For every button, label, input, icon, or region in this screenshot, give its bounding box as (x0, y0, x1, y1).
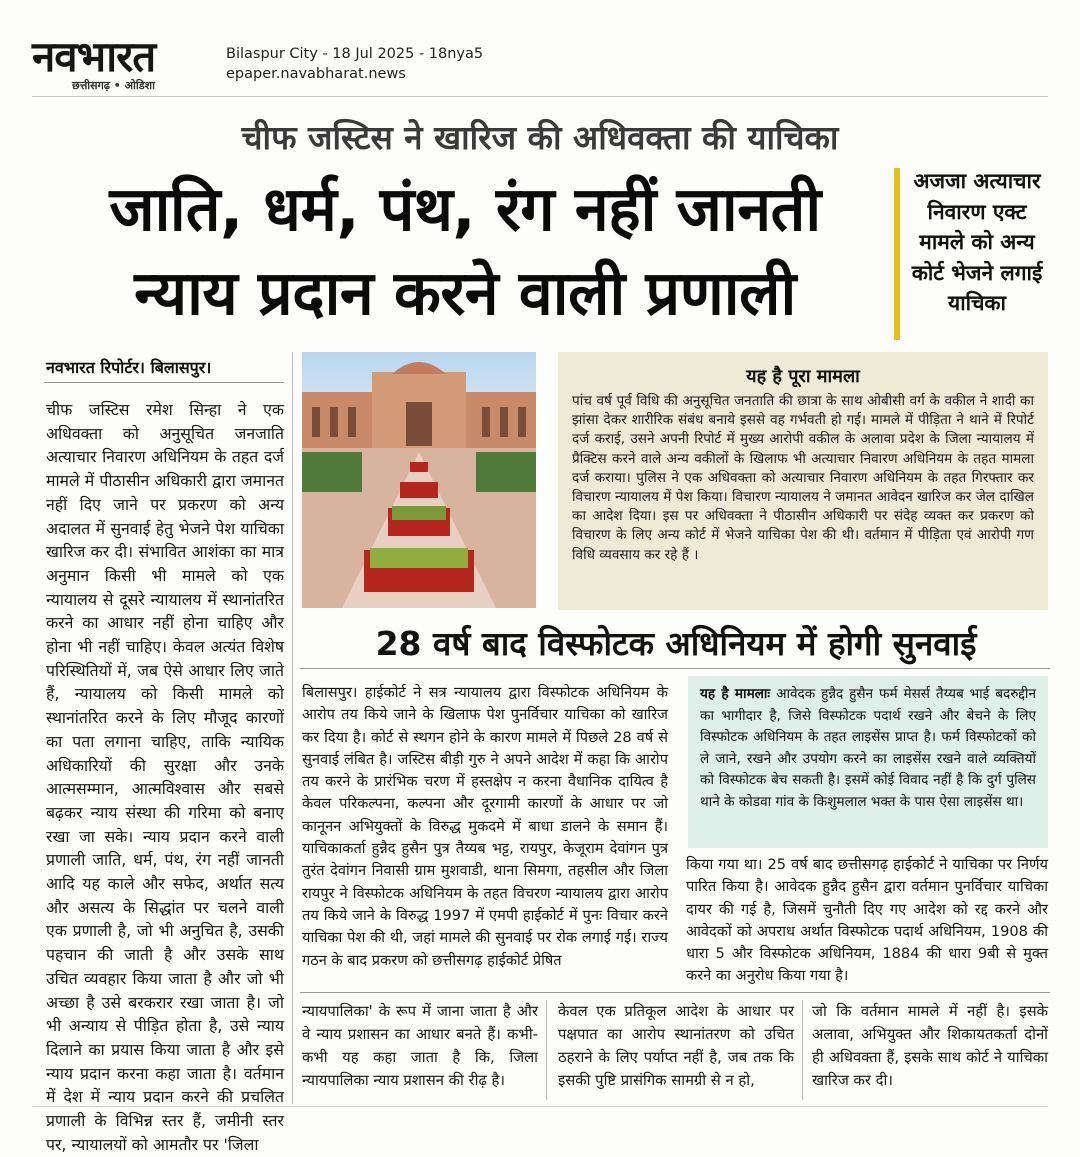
story1-column-3: केवल एक प्रतिकूल आदेश के आधार पर पक्षपात का आरोप स्थानांतरण को उचित ठहराने के लिए पर्याप्त नहीं है, जब तक कि इसकी पुष्टि प्रासंगिक सामग्री से न हो, (558, 1003, 794, 1089)
high-court-photo (302, 352, 536, 608)
story1-column-1: चीफ जस्टिस रमेश सिन्हा ने एक अधिवक्ता को अनुसूचित जनजाति अत्याचार निवारण अधिनियम के तहत दर्ज मामले में पीठासीन अधिकारी द्वारा जमानत नहीं दिए जाने पर प्रकरण को अन्य अदालत में सुनवाई हेतु भेजने पेश याचिका खारिज कर दी। संभावित आशंका का मात्र अनुमान किसी भी मामले को एक न्यायालय से दूसरे न्यायालय में स्थानांतरित करने का आधार नहीं होना चाहिए और होना भी नहीं चाहिए। केवल अत्यंत विशेष परिस्थितियों में, जब ऐसे आधार लिए जाते हैं, न्यायालय को किसी मामले को स्थानांतरित करने के लिए मौजूद कारणों का पता लगाना चाहिए, ताकि न्यायिक अधिकारियों की सुरक्षा और उनके आत्मसम्मान, आत्मविश्वास और सबसे बढ़कर न्याय संस्था की गरिमा को बनाए रखा जा सके। न्याय प्रदान करने वाली प्रणाली जाति, धर्म, पंथ, रंग नहीं जानती आदि यह काले और सफेद, अर्थात सत्य और असत्य के सिद्धांत पर चलने वाली एक प्रणाली है, जो भी अनुचित है, उसकी पहचान की जाती है और उसके साथ उचित व्यवहार किया जाता है और जो भी अच्छा है उसे बरकरार रखा जाता है। जो भी अन्याय से पीड़ित होता है, उसे न्याय दिलाने का प्रयास किया जाता है और इसे न्याय प्रदान करना कहा जाता है। वर्तमान में देश में न्याय प्रदान करने की प्रचलित प्रणाली के विभिन्न स्तर हैं, जमीनी स्तर पर, न्यायालयों को आमतौर पर 'जिला (46, 400, 284, 1154)
masthead (32, 32, 212, 94)
newspaper-logo: नवभारत (32, 32, 156, 81)
story2-headline: 28 वर्ष बाद विस्फोटक अधिनियम में होगी सुनवाई (375, 624, 977, 663)
column-divider (546, 1000, 547, 1100)
byline-divider (44, 382, 284, 383)
story2-column-2: किया गया था। 25 वर्ष बाद छत्तीसगढ़ हाईकोर्ट ने याचिका पर निर्णय पारित किया है। आवेदक हुन्नैद हुसैन द्वारा वर्तमान पुनर्विचार याचिका दायर की गई है, जिसमें चुनौती दिए गए आदेश को रद्द करने और आवेदकों को अपराध अर्थात विस्फोटक पदार्थ अधिनियम, 1908 की धारा 5 और विस्फोटक अधिनियम, 1884 की धारा 9बी से मुक्त करने का अनुरोध किया गया है। (686, 856, 1048, 985)
story1-column-4: जो कि वर्तमान मामले में नहीं है। इसके अलावा, अभियुक्त और शिकायतकर्ता दोनों ही अधिवक्ता हैं, इसके साथ कोर्ट ने याचिका खारिज कर दी। (812, 1003, 1048, 1089)
case-details-box (558, 352, 1048, 610)
headline-line-1: जाति, धर्म, पंथ, रंग नहीं जानती (109, 174, 821, 245)
epaper-url[interactable]: epaper.navabharat.news (226, 66, 406, 82)
story2-case-label: यह है मामलाः (700, 686, 771, 702)
story2-column-1: बिलासपुर। हाईकोर्ट ने सत्र न्यायालय द्वारा विस्फोटक अधिनियम के आरोप तय किये जाने के खिलाफ पेश पुनर्विचार याचिका को खारिज कर दिया है। कोर्ट से स्थगन होने के कारण मामले में पिछले 28 वर्ष से सुनवाई लंबित है। जस्टिस बीड़ी गुरु ने अपने आदेश में कहा कि आरोप तय करने के प्रारंभिक चरण में हस्तक्षेप न करना वैधानिक दायित्व है केवल परिकल्पना, कल्पना और दूरगामी कारणों के आधार पर जो कानूनन अभियुक्तों के विरुद्ध मुकदमे में बाधा डालने के समान हैं। याचिकाकर्ता हुन्नैद हुसैन पुत्र तैय्यब भट्ट, रायपुर, केजूराम देवांगन पुत्र तुरंत देवांगन निवासी ग्राम मुशवाडी, थाना सिमगा, तहसील और जिला रायपुर ने विस्फोटक अधिनियम के तहत विचरण न्यायालय द्वारा आरोप तय किये जाने के विरुद्ध 1997 में एमपी हाईकोर्ट में पुनः विचार करने याचिका पेश की थी, जहां मामले की सुनवाई पर रोक लगाई गई। राज्य गठन के बाद प्रकरण को छत्तीसगढ़ हाईकोर्ट प्रेषित (302, 684, 668, 969)
byline: नवभारत रिपोर्टर। बिलासपुर। (46, 358, 212, 377)
footer-divider (32, 1106, 1048, 1107)
story2-divider (300, 668, 1050, 669)
edition-meta (226, 44, 483, 84)
story1-headline (40, 168, 890, 336)
story2-case-box (688, 676, 1048, 848)
headline-line-2: न्याय प्रदान करने वाली प्रणाली (134, 258, 796, 329)
story1-kicker: चीफ जस्टिस ने खारिज की अधिवक्ता की याचिका (241, 118, 839, 157)
case-details-title: यह है पूरा मामला (746, 366, 860, 387)
column-divider (802, 1000, 803, 1100)
edition-line: Bilaspur City - 18 Jul 2025 - 18nya5 (226, 46, 484, 62)
side-note: अजजा अत्याचार निवारण एक्ट मामले को अन्य कोर्ट भेजने लगाई याचिका (911, 169, 1043, 315)
column-divider (292, 352, 293, 1104)
logo-region: छत्तीसगढ़ • ओडिशा (72, 79, 155, 92)
case-details-text: पांच वर्ष पूर्व विधि की अनुसूचित जनताति की छात्रा के साथ ओबीसी वर्ग के वकील ने शादी का झांसा देकर शारीरिक संबंध बनाये इससे वह गर्भवती हो गई। मामले में पीड़िता ने थाने में रिपोर्ट दर्ज कराई, उसने अपनी रिपोर्ट में मुख्य आरोपी वकील के अलावा प्रदेश के जिला न्यायालय में प्रैक्टिस करने वाले अन्य वकीलों के खिलाफ भी अत्याचार निवारण अधिनियम के तहत मामला दर्ज कराया। पुलिस ने एक अधिवक्ता को अत्याचार निवारण अधिनियम के तहत गिरफ्तार कर विचारण न्यायालय में पेश किया। विचारण न्यायालय ने जमानत आवेदन खारिज कर जेल दाखिल का आदेश दिया। इस पर अधिवक्ता ने पीठासीन अधिकारी पर संदेह व्यक्त कर प्रकरण को विचारण के लिए अन्य कोर्ट में भेजने याचिका पेश की थी। वर्तमान में पीड़िता एवं आरोपी गण विधि व्यवसाय कर रहे हैं । (572, 393, 1034, 563)
side-note-accent (894, 168, 900, 340)
top-divider (32, 96, 1048, 97)
story1-column-2: न्यायपालिका' के रूप में जाना जाता है और वे न्याय प्रशासन का आधार बनते हैं। कभी-कभी यह कहा जाता है कि, जिला न्यायपालिका न्याय प्रशासन की रीढ़ है। (302, 1003, 538, 1089)
story2-case-text: आवेदक हुन्नैद हुसैन फर्म मेसर्स तैय्यब भाई बदरुद्दीन का भागीदार है, जिसे विस्फोटक पदार्थ रखने और बेचने के लिए विस्फोटक अधिनियम के तहत लाइसेंस प्राप्त है। फर्म विस्फोटकों को ले जाने, रखने और उपयोग करने का लाइसेंस रखने वाले व्यक्तियों को विस्फोटक बेच सकती है। इसमें कोई विवाद नहीं है कि दुर्ग पुलिस थाने के कोडवा गांव के किशुमलाल भक्त के पास ऐसा लाइसेंस था। (700, 686, 1036, 810)
bottom-divider (300, 992, 1050, 993)
